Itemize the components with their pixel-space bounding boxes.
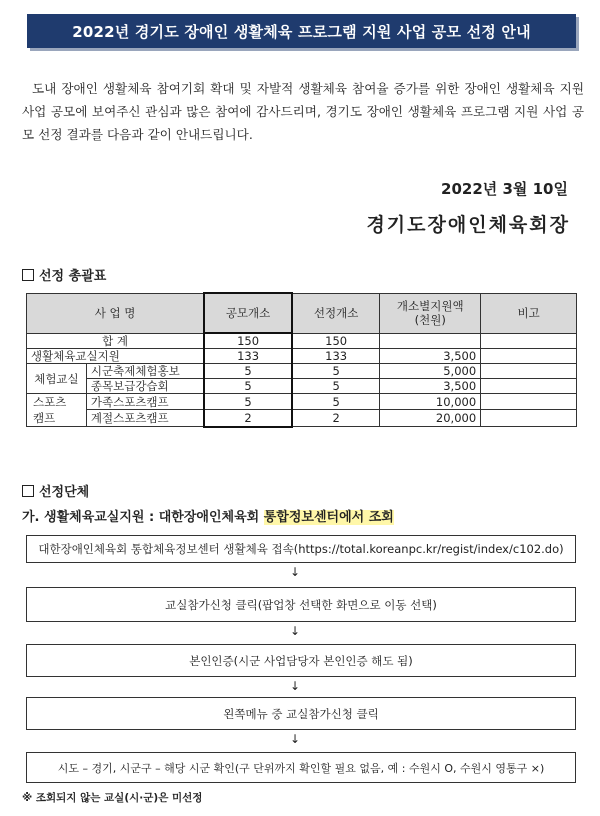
table-row — [27, 333, 577, 349]
document-title: 2022년 경기도 장애인 생활체육 프로그램 지원 사업 공모 선정 안내 — [27, 14, 576, 48]
cell-amount: 20,000 — [380, 410, 481, 427]
row-category: 체험교실 — [27, 364, 87, 394]
cell-selected: 150 — [292, 333, 380, 349]
col-header-amount: 개소별지원액 (천원) — [380, 293, 481, 333]
col-header-program: 사 업 명 — [27, 293, 205, 333]
row-category: 스포츠 캠프 — [27, 394, 87, 427]
cell-selected: 5 — [292, 379, 380, 394]
summary-table — [26, 292, 577, 428]
selection-heading: 선정단체 — [22, 481, 89, 500]
step-box: 교실참가신청 클릭(팝업창 선택한 화면으로 이동 선택) — [26, 587, 576, 622]
step-box: 대한장애인체육회 통합체육정보센터 생활체육 접속(https://total.koreanpc.kr/regist/index/c102.do) — [26, 535, 576, 563]
cell-selected: 2 — [292, 410, 380, 427]
step-box: 본인인증(시군 사업담당자 본인인증 해도 됨) — [26, 644, 576, 677]
checkbox-square-icon — [22, 269, 34, 281]
table-row — [27, 379, 577, 394]
checkbox-square-icon — [22, 485, 34, 497]
table-header-row — [27, 293, 577, 333]
cell-amount: 10,000 — [380, 394, 481, 410]
cell-amount: 3,500 — [380, 349, 481, 364]
row-subcategory: 계절스포츠캠프 — [86, 410, 204, 427]
down-arrow-icon: ↓ — [290, 565, 301, 579]
col-header-applied: 공모개소 — [204, 293, 292, 333]
cell-selected: 5 — [292, 364, 380, 379]
cell-applied: 5 — [204, 394, 292, 410]
cell-note — [481, 333, 577, 349]
down-arrow-icon: ↓ — [290, 679, 301, 693]
cell-note — [481, 410, 577, 427]
highlighted-text: 통합정보센터에서 조회 — [263, 510, 394, 525]
row-label: 합 계 — [27, 333, 205, 349]
issue-date: 2022년 3월 10일 — [441, 180, 568, 198]
cell-note — [481, 394, 577, 410]
selection-subheading: 가. 생활체육교실지원 : 대한장애인체육회 통합정보센터에서 조회 — [22, 510, 394, 525]
summary-heading: 선정 총괄표 — [22, 265, 106, 284]
row-subcategory: 시군축제체험홍보 — [86, 364, 204, 379]
cell-applied: 2 — [204, 410, 292, 427]
cell-note — [481, 379, 577, 394]
table-row — [27, 410, 577, 427]
cell-selected: 133 — [292, 349, 380, 364]
cell-applied: 5 — [204, 379, 292, 394]
step-box: 시도 – 경기, 시군구 – 해당 시군 확인(구 단위까지 확인할 필요 없음, 예 : 수원시 O, 수원시 영통구 ×) — [26, 752, 576, 783]
cell-note — [481, 349, 577, 364]
cell-amount: 5,000 — [380, 364, 481, 379]
row-subcategory: 가족스포츠캠프 — [86, 394, 204, 410]
step-box: 왼쪽메뉴 중 교실참가신청 클릭 — [26, 697, 576, 730]
footnote: ※ 조회되지 않는 교실(시·군)은 미선정 — [22, 792, 203, 804]
row-subcategory: 종목보급강습회 — [86, 379, 204, 394]
cell-note — [481, 364, 577, 379]
cell-selected: 5 — [292, 394, 380, 410]
down-arrow-icon: ↓ — [290, 732, 301, 746]
table-row — [27, 349, 577, 364]
table-row — [27, 394, 577, 410]
cell-applied: 150 — [204, 333, 292, 349]
table-row — [27, 364, 577, 379]
cell-applied: 5 — [204, 364, 292, 379]
intro-paragraph: 도내 장애인 생활체육 참여기회 확대 및 자발적 생활체육 참여율 증가를 위한 장애인 생활체육 지원 사업 공모에 보여주신 관심과 많은 참여에 감사드리며, 경기도 장애인 생활체육 프로그램 지원 사업 공모 선정 결과를 다음과 같이 안내드립니다. — [22, 81, 584, 142]
cell-amount: 3,500 — [380, 379, 481, 394]
cell-amount — [380, 333, 481, 349]
col-header-selected: 선정개소 — [292, 293, 380, 333]
cell-applied: 133 — [204, 349, 292, 364]
down-arrow-icon: ↓ — [290, 624, 301, 638]
col-header-note: 비고 — [481, 293, 577, 333]
issuer-org: 경기도장애인체육회장 — [366, 214, 570, 236]
row-label: 생활체육교실지원 — [27, 349, 205, 364]
